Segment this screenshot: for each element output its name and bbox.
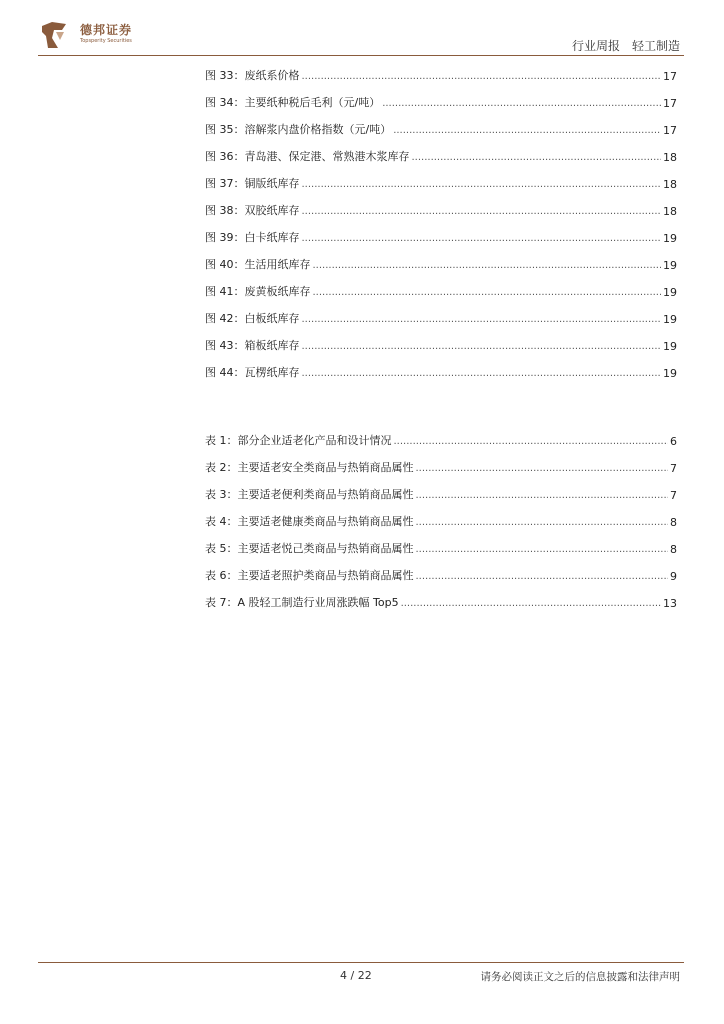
toc-leader-dots (302, 206, 662, 218)
toc-leader-dots (416, 517, 669, 529)
brand-name-cn: 德邦证券 (80, 23, 133, 37)
toc-leader-dots (416, 463, 669, 475)
toc-leader-dots (401, 598, 661, 610)
toc-figure-entry[interactable] (205, 364, 677, 380)
toc-figure-entry[interactable] (205, 256, 677, 272)
toc-leader-dots (382, 98, 661, 110)
toc-figure-entry[interactable] (205, 202, 677, 218)
report-type: 行业周报 (571, 39, 620, 53)
toc-entry-page: 19 (663, 340, 677, 353)
toc-leader-dots (412, 152, 662, 164)
toc-entry-page: 7 (670, 462, 677, 475)
toc-entry-page: 19 (663, 232, 677, 245)
report-category (572, 37, 680, 54)
toc-entry-label: 表 4：主要适老健康类商品与热销商品属性 (205, 515, 414, 528)
toc-leader-dots (313, 287, 662, 299)
toc-entry-label: 表 1：部分企业适老化产品和设计情况 (205, 434, 392, 447)
page-indicator: 4 / 22 (340, 969, 372, 982)
toc-leader-dots (394, 436, 669, 448)
toc-entry-label: 图 34：主要纸种税后毛利（元/吨） (205, 96, 381, 109)
toc-entry-label: 图 44：瓦楞纸库存 (205, 366, 300, 379)
toc-entry-label: 表 3：主要适老便利类商品与热销商品属性 (205, 488, 414, 501)
toc-leader-dots (416, 490, 669, 502)
toc-figure-entry[interactable] (205, 283, 677, 299)
toc-entry-label: 图 36：青岛港、保定港、常熟港木浆库存 (205, 150, 410, 163)
toc-table-entry[interactable] (205, 432, 677, 448)
toc-entry-page: 8 (670, 543, 677, 556)
toc-table-entry[interactable] (205, 540, 677, 556)
toc-entry-page: 13 (663, 597, 677, 610)
toc-leader-dots (416, 544, 669, 556)
toc-entry-page: 19 (663, 313, 677, 326)
toc-entry-page: 6 (670, 435, 677, 448)
toc-figure-entry[interactable] (205, 121, 677, 137)
toc-leader-dots (313, 260, 662, 272)
logo-mark-icon (38, 18, 72, 52)
toc-entry-page: 17 (663, 97, 677, 110)
company-logo (38, 18, 178, 52)
toc-entry-page: 18 (663, 178, 677, 191)
toc-entry-page: 18 (663, 151, 677, 164)
toc-entry-page: 19 (663, 286, 677, 299)
toc-leader-dots (302, 179, 662, 191)
toc-entry-page: 7 (670, 489, 677, 502)
toc-entry-label: 表 2：主要适老安全类商品与热销商品属性 (205, 461, 414, 474)
toc-table-entry[interactable] (205, 513, 677, 529)
footer-divider (38, 962, 684, 963)
toc-entry-label: 图 39：白卡纸库存 (205, 231, 300, 244)
toc-entry-label: 表 7：A 股轻工制造行业周涨跌幅 Top5 (205, 596, 399, 609)
toc-entry-page: 17 (663, 70, 677, 83)
toc-figure-entry[interactable] (205, 229, 677, 245)
toc-entry-page: 9 (670, 570, 677, 583)
toc-leader-dots (393, 125, 661, 137)
toc-entry-label: 图 42：白板纸库存 (205, 312, 300, 325)
toc-leader-dots (416, 571, 669, 583)
toc-entry-label: 图 43：箱板纸库存 (205, 339, 300, 352)
toc-figure-entry[interactable] (205, 175, 677, 191)
header-divider (38, 55, 684, 56)
toc-figure-entry[interactable] (205, 94, 677, 110)
disclaimer-note: 请务必阅读正文之后的信息披露和法律声明 (480, 971, 680, 983)
page-header (0, 0, 724, 60)
toc-entry-page: 18 (663, 205, 677, 218)
toc-leader-dots (302, 314, 662, 326)
toc-entry-label: 表 5：主要适老悦己类商品与热销商品属性 (205, 542, 414, 555)
report-sector: 轻工制造 (631, 39, 680, 53)
toc-table-entry[interactable] (205, 459, 677, 475)
toc-table-entry[interactable] (205, 594, 677, 610)
toc-table-entry[interactable] (205, 486, 677, 502)
toc-entry-page: 19 (663, 259, 677, 272)
toc-figure-entry[interactable] (205, 337, 677, 353)
toc-table-entry[interactable] (205, 567, 677, 583)
toc-leader-dots (302, 71, 662, 83)
toc-entry-label: 图 35：溶解浆内盘价格指数（元/吨） (205, 123, 392, 136)
toc-leader-dots (302, 368, 662, 380)
toc-entry-label: 图 38：双胶纸库存 (205, 204, 300, 217)
brand-name-en: Topsperity Securities (80, 38, 132, 44)
toc-entry-page: 19 (663, 367, 677, 380)
toc-entry-page: 17 (663, 124, 677, 137)
toc-entry-label: 图 40：生活用纸库存 (205, 258, 311, 271)
toc-figure-entry[interactable] (205, 310, 677, 326)
toc-leader-dots (302, 233, 662, 245)
toc-leader-dots (302, 341, 662, 353)
toc-entry-page: 8 (670, 516, 677, 529)
toc-entry-label: 表 6：主要适老照护类商品与热销商品属性 (205, 569, 414, 582)
toc-entry-label: 图 41：废黄板纸库存 (205, 285, 311, 298)
toc-figure-entry[interactable] (205, 67, 677, 83)
toc-entry-label: 图 33：废纸系价格 (205, 69, 300, 82)
toc-figure-entry[interactable] (205, 148, 677, 164)
toc-entry-label: 图 37：铜版纸库存 (205, 177, 300, 190)
